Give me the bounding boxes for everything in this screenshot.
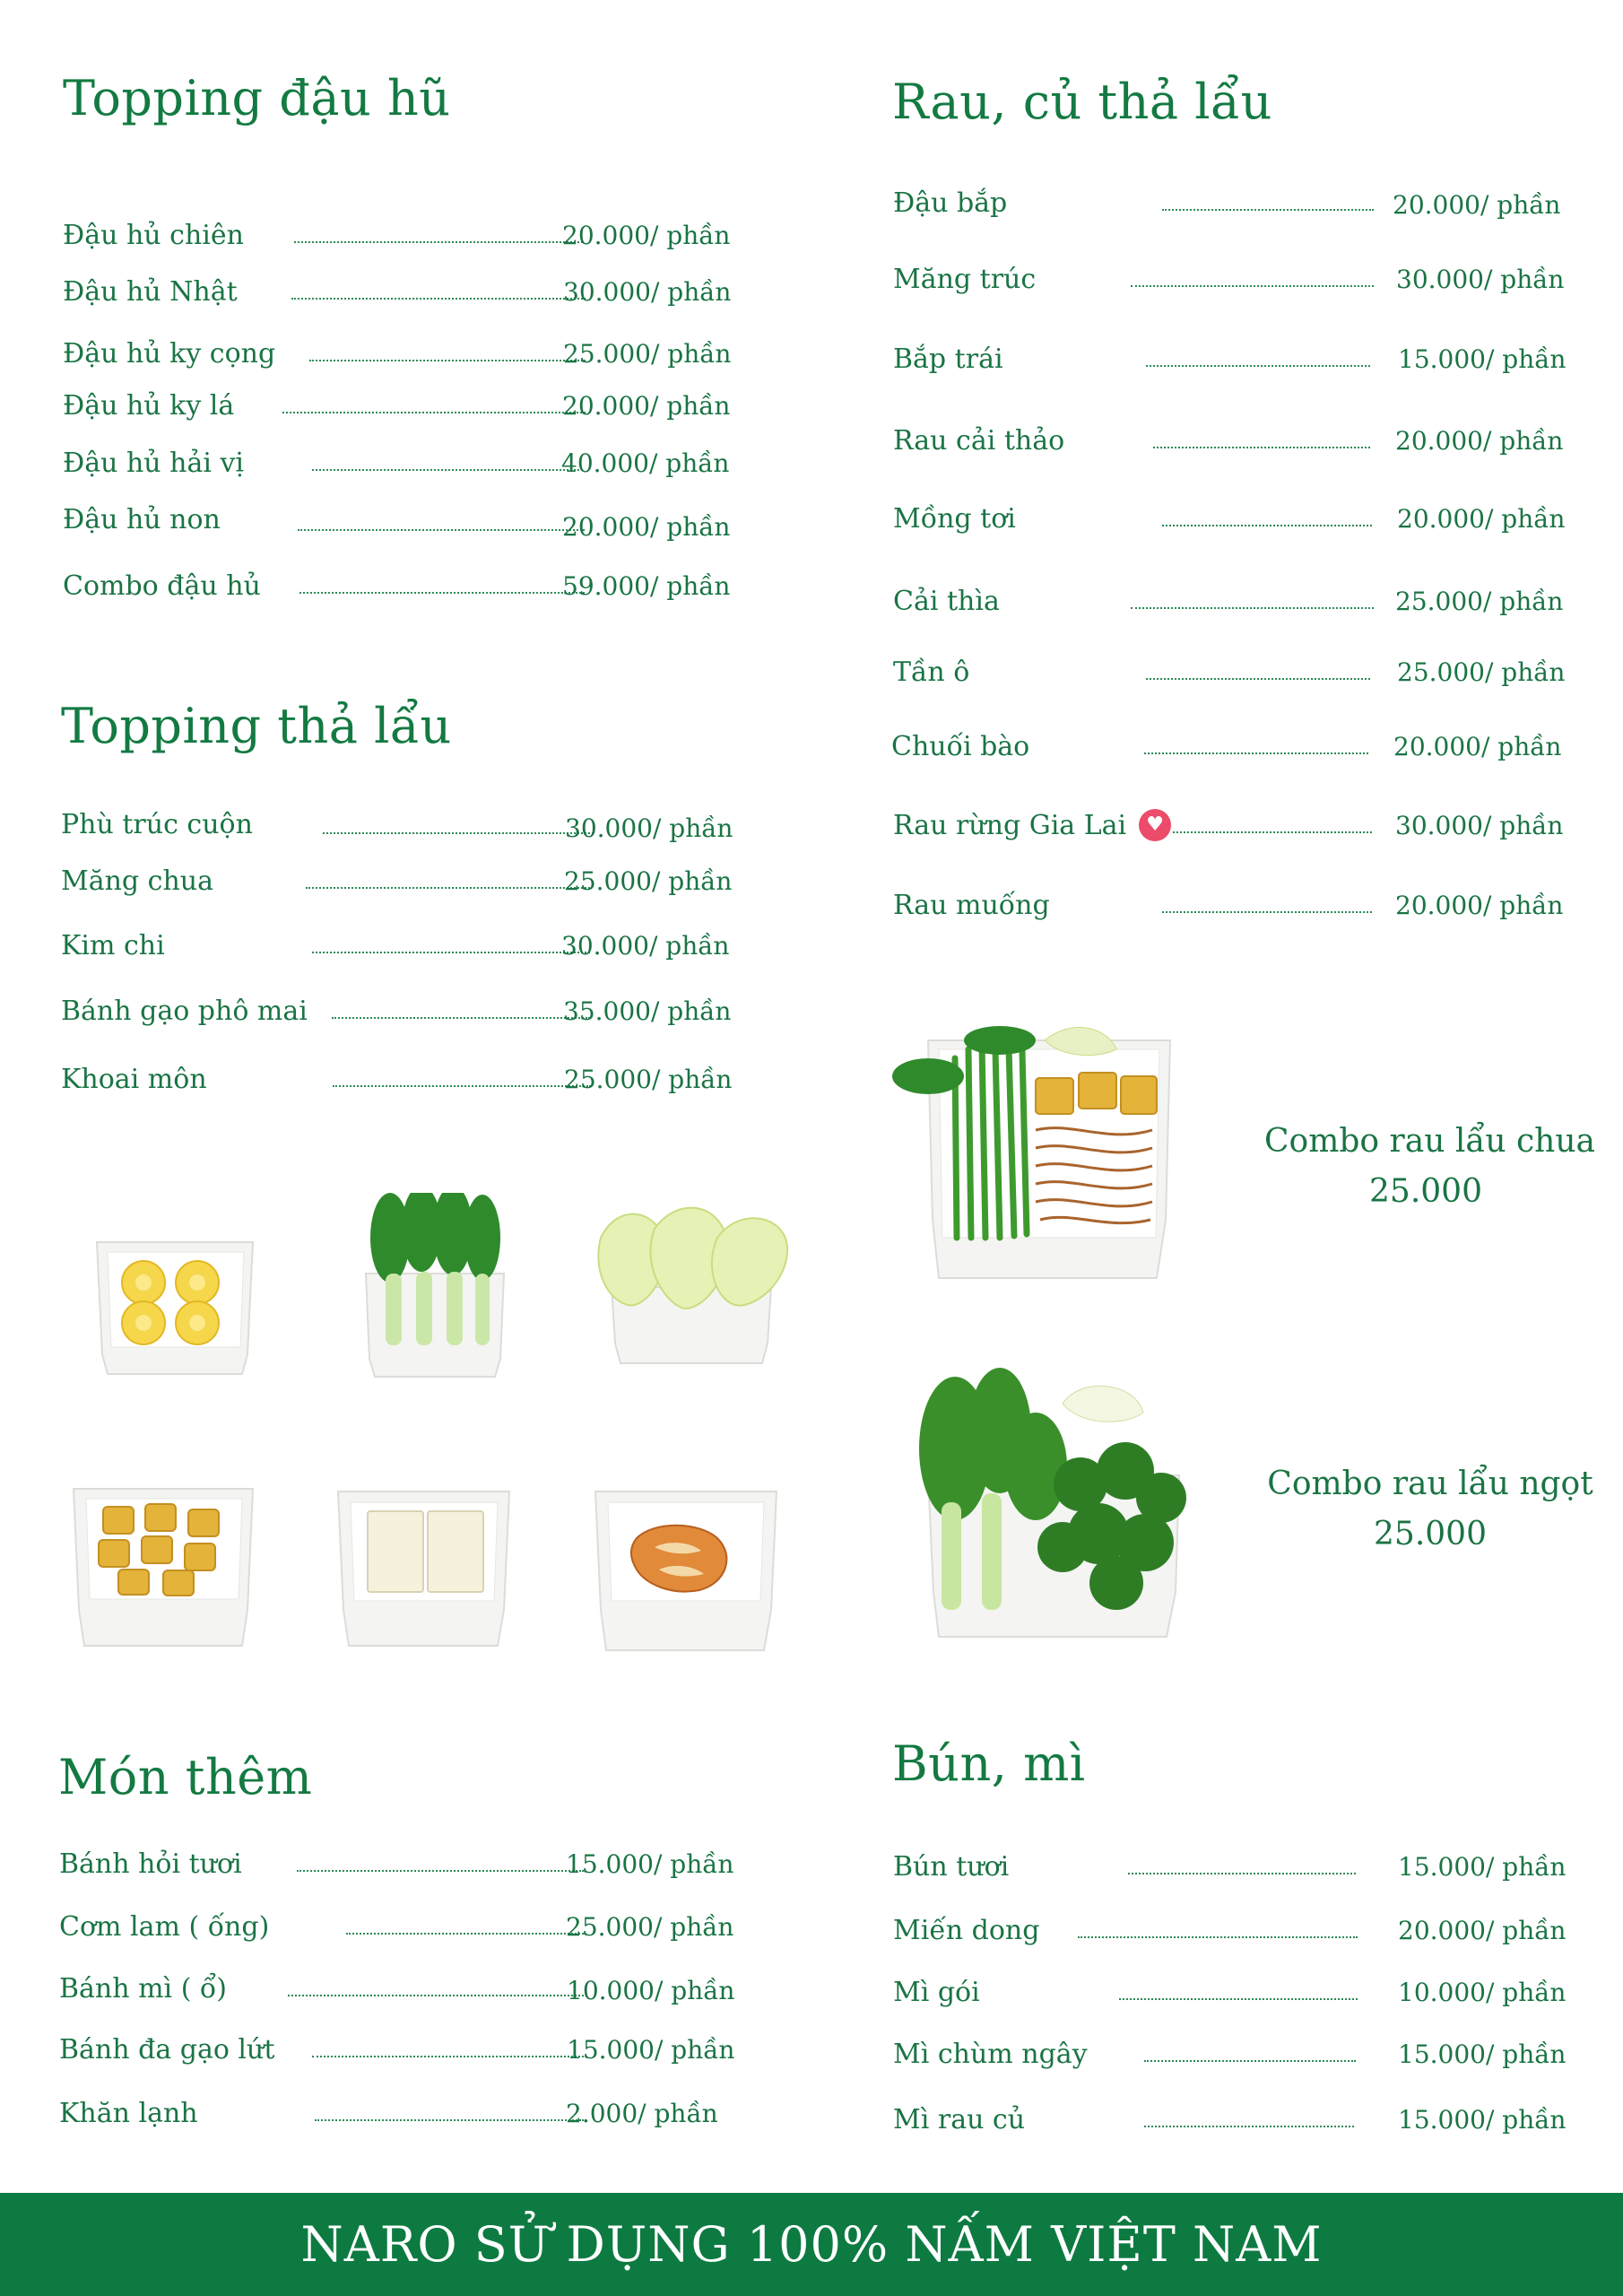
item-name: Đậu hủ Nhật [63, 276, 238, 308]
menu-item [63, 502, 744, 542]
combo-name: Combo rau lẩu ngọt [1267, 1465, 1593, 1502]
item-name: Khăn lạnh [59, 2098, 198, 2129]
menu-item [893, 584, 1575, 620]
silken-tofu-dish-image [327, 1484, 520, 1655]
item-name: Đậu hủ hải vị [63, 448, 245, 479]
item-name: Mì chùm ngây [893, 2039, 1088, 2070]
menu-item [63, 569, 744, 604]
item-price: 15.000/ phần [1398, 2105, 1567, 2135]
combo-price: 25.000 [1374, 1516, 1487, 1552]
menu-item [891, 729, 1573, 765]
menu-item [893, 262, 1575, 298]
item-price: 20.000/ phần [1397, 504, 1566, 534]
item-name: Đậu hủ non [63, 504, 221, 535]
item-price: 30.000/ phần [563, 277, 732, 307]
item-name: Kim chi [61, 930, 165, 961]
item-name: Măng chua [61, 865, 213, 897]
item-price: 10.000/ phần [1398, 1978, 1567, 2007]
menu-item [893, 2102, 1575, 2138]
item-price: 30.000/ phần [1395, 811, 1564, 840]
item-name: Rau muống [893, 890, 1050, 921]
dot-leader [297, 1870, 584, 1872]
item-price: 30.000/ phần [1396, 265, 1565, 294]
section-title-rau-cu: Rau, củ thả lẩu [892, 74, 1272, 130]
dot-leader [315, 2119, 584, 2121]
combo-rau-lau-ngot-image [910, 1368, 1197, 1641]
dot-leader [312, 469, 583, 471]
dot-leader [1119, 1998, 1358, 2000]
dot-leader [309, 360, 586, 361]
dot-leader [294, 241, 583, 243]
dot-leader [1131, 285, 1374, 287]
item-name: Chuối bào [891, 731, 1030, 762]
menu-item [59, 1971, 741, 2007]
menu-item [893, 655, 1575, 691]
dot-leader [1128, 1873, 1356, 1874]
menu-item [893, 423, 1575, 459]
item-name-text: Rau rừng Gia Lai [893, 810, 1127, 841]
menu-item [63, 388, 744, 424]
kimchi-dish-image [583, 1484, 789, 1659]
bok-choy-dish-image [350, 1193, 520, 1386]
item-price: 20.000/ phần [1395, 891, 1564, 920]
menu-item [893, 2037, 1575, 2073]
dot-leader [332, 1017, 590, 1019]
corn-dish-image [81, 1220, 269, 1386]
footer-text: NARO SỬ DỤNG 100% NẤM VIỆT NAM [300, 2216, 1323, 2273]
section-title-topping-tha-lau: Topping thả lẩu [61, 698, 452, 754]
item-name [893, 808, 1171, 844]
item-price: 25.000/ phần [1395, 587, 1564, 616]
item-name: Rau cải thảo [893, 425, 1065, 457]
menu-item [893, 501, 1575, 537]
dot-leader [1173, 831, 1372, 833]
item-price: 2.000/ phần [566, 2099, 718, 2128]
item-name: Khoai môn [61, 1064, 207, 1095]
item-price: 20.000/ phần [562, 391, 731, 421]
dot-leader [333, 1085, 591, 1087]
item-price: 20.000/ phần [562, 512, 731, 542]
dot-leader [323, 832, 594, 834]
combo-rau-lau-chua [1264, 1117, 1596, 1217]
dot-leader [298, 529, 585, 531]
item-name: Mì gói [893, 1977, 980, 2008]
item-name: Bánh đa gạo lứt [59, 2034, 275, 2066]
item-name: Combo đậu hủ [63, 570, 261, 602]
item-price: 30.000/ phần [561, 931, 730, 961]
menu-item [59, 2032, 741, 2068]
menu-item [893, 1975, 1575, 2011]
footer-banner [0, 2193, 1623, 2296]
dot-leader [1162, 525, 1372, 526]
item-price: 20.000/ phần [1393, 732, 1562, 761]
item-name: Măng trúc [893, 264, 1037, 295]
item-name: Miến dong [893, 1915, 1040, 1946]
item-price: 15.000/ phần [567, 2035, 735, 2065]
item-price: 20.000/ phần [562, 221, 731, 250]
dot-leader [1131, 607, 1374, 609]
menu-item [893, 186, 1575, 222]
item-price: 25.000/ phần [564, 866, 733, 896]
item-price: 15.000/ phần [566, 1849, 734, 1879]
dot-leader [1078, 1936, 1358, 1938]
item-name: Mì rau củ [893, 2104, 1026, 2135]
dot-leader [1144, 2060, 1356, 2062]
item-name: Đậu hủ chiên [63, 220, 244, 251]
dot-leader [346, 1933, 584, 1935]
napa-cabbage-dish-image [592, 1202, 794, 1372]
fried-tofu-dish-image [63, 1484, 265, 1655]
dot-leader [1146, 365, 1370, 367]
menu-item [61, 864, 742, 900]
menu-item [59, 2096, 741, 2132]
dot-leader [1162, 911, 1372, 913]
item-price: 20.000/ phần [1395, 426, 1564, 456]
item-name: Bún tươi [893, 1851, 1010, 1883]
item-price: 25.000/ phần [1397, 657, 1566, 687]
menu-item [59, 1847, 741, 1883]
combo-rau-lau-chua-image [892, 1022, 1184, 1283]
dot-leader [282, 412, 586, 413]
dot-leader [291, 298, 586, 300]
dot-leader [1144, 2126, 1354, 2127]
menu-item [59, 1909, 741, 1945]
menu-item [63, 336, 744, 372]
dot-leader [299, 592, 585, 594]
item-price: 59.000/ phần [562, 571, 731, 601]
item-name: Bánh mì ( ổ) [59, 1973, 227, 2005]
menu-item [63, 218, 744, 254]
dot-leader [306, 887, 590, 889]
menu-item [63, 274, 744, 310]
combo-name: Combo rau lẩu chua [1264, 1123, 1596, 1160]
item-name: Phù trúc cuộn [61, 809, 253, 840]
item-name: Đậu hủ ky lá [63, 390, 235, 422]
item-name: Bắp trái [893, 344, 1003, 375]
item-price: 10.000/ phần [567, 1976, 735, 2005]
item-name: Cải thìa [893, 586, 1000, 617]
item-price: 15.000/ phần [1398, 2039, 1567, 2069]
item-name: Bánh hỏi tươi [59, 1848, 242, 1880]
menu-item [61, 928, 742, 964]
menu-item [893, 808, 1575, 844]
menu-item [61, 1062, 742, 1098]
dot-leader [312, 952, 590, 953]
item-name: Bánh gạo phô mai [61, 996, 308, 1027]
item-price: 35.000/ phần [563, 996, 732, 1026]
heart-icon: ♥ [1139, 809, 1171, 841]
menu-item [61, 994, 742, 1030]
menu-item [893, 888, 1575, 924]
item-name: Đậu hủ ky cọng [63, 338, 276, 370]
dot-leader [312, 2056, 584, 2057]
section-title-mon-them: Món thêm [58, 1749, 313, 1805]
dot-leader [1162, 209, 1374, 211]
dot-leader [1144, 752, 1368, 754]
menu-item [893, 342, 1575, 378]
section-title-topping-dau-hu: Topping đậu hũ [63, 70, 451, 126]
item-name: Mồng tơi [893, 503, 1016, 535]
dot-leader [1153, 447, 1370, 448]
combo-price: 25.000 [1369, 1173, 1482, 1210]
menu-item [893, 1913, 1575, 1949]
item-price: 25.000/ phần [564, 1065, 733, 1094]
menu-item [893, 1849, 1575, 1885]
item-price: 40.000/ phần [561, 448, 730, 478]
menu-item [61, 807, 742, 843]
item-price: 20.000/ phần [1398, 1916, 1567, 1945]
item-price: 30.000/ phần [565, 813, 733, 843]
item-name: Đậu bắp [893, 187, 1008, 219]
dot-leader [1146, 678, 1370, 680]
item-name: Tần ô [893, 657, 970, 688]
dot-leader [288, 1995, 584, 1996]
menu-item [63, 446, 744, 482]
item-price: 15.000/ phần [1398, 344, 1567, 374]
item-price: 25.000/ phần [566, 1912, 734, 1942]
item-name: Cơm lam ( ống) [59, 1911, 270, 1943]
combo-rau-lau-ngot [1264, 1459, 1596, 1560]
section-title-bun-mi: Bún, mì [892, 1735, 1086, 1792]
item-price: 15.000/ phần [1398, 1852, 1567, 1882]
item-price: 20.000/ phần [1393, 190, 1561, 220]
item-price: 25.000/ phần [563, 339, 732, 369]
